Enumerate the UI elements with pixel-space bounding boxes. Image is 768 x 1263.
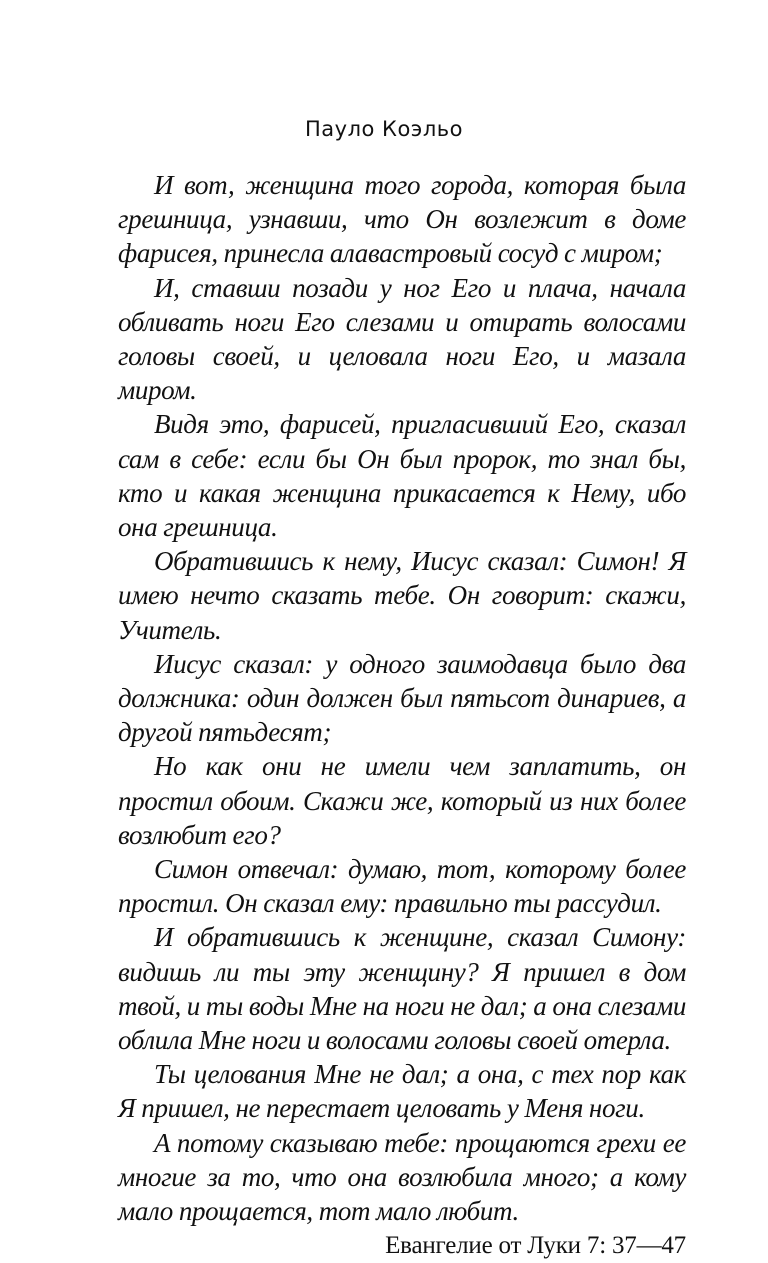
verse-paragraph-9: Ты целования Мне не дал; а она, с тех пор как Я пришел, не перестает целовать у Меня ноги. (118, 1059, 686, 1124)
verse-paragraph-6: Но как они не имели чем заплатить, он простил обоим. Скажи же, который из них более возлюбит его? (118, 751, 686, 850)
verse-paragraph-2: И, ставши позади у ног Его и плача, начала обливать ноги Его слезами и отирать волосами головы своей, и целовала ноги Его, и мазала миром. (118, 272, 686, 406)
verse-paragraph-4: Обратившись к нему, Иисус сказал: Симон! Я имею нечто сказать тебе. Он говорит: скажи, Учитель. (118, 546, 686, 645)
verse-paragraph-7: Симон отвечал: думаю, тот, которому более простил. Он сказал ему: правильно ты рассудил. (118, 854, 686, 919)
scripture-quote (118, 168, 686, 1263)
verse-paragraph-10: А потому сказываю тебе: прощаются грехи ее многие за то, что она возлюбила много; а кому мало прощается, тот мало любит. (118, 1127, 686, 1227)
running-head-author: Пауло Коэльо (305, 117, 463, 141)
verse-paragraph-8: И обратившись к женщине, сказал Симону: видишь ли ты эту женщину? Я пришел в дом твой, и ты воды Мне на ноги не дал; а она слезами облила Мне ноги и волосами головы своей отерла. (118, 922, 686, 1056)
verse-paragraph-3: Видя это, фарисей, пригласивший Его, сказал сам в себе: если бы Он был пророк, то знал бы, кто и какая женщина прикасается к Нему, ибо она грешница. (118, 409, 686, 543)
scripture-source: Евангелие от Луки 7: 37—47 (385, 1232, 686, 1260)
verse-paragraph-5: Иисус сказал: у одного заимодавца было два должника: один должен был пятьсот динариев, а другой пятьдесят; (118, 648, 686, 748)
verse-paragraph-1: И вот, женщина того города, которая была грешница, узнавши, что Он возлежит в доме фарисея, принесла алавастровый сосуд с миром; (118, 170, 686, 269)
